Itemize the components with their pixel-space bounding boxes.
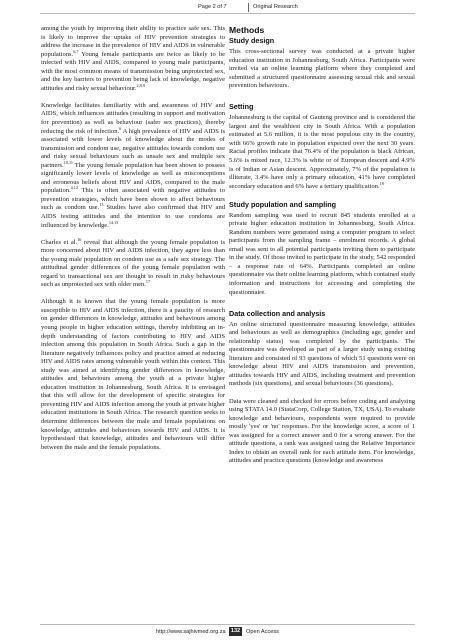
setting-heading: Setting xyxy=(229,102,254,112)
study-design-text: This cross-sectional survey was conducted at a private higher education institution in Johannesburg, South Africa. Participants were invited via an online learning platform where they completed and submitted a structured questionnaire assessing sexual risk and sexual prevention behaviours. xyxy=(229,48,415,90)
page-header xyxy=(0,0,453,16)
left-column xyxy=(41,25,225,461)
methods-heading: Methods xyxy=(229,25,265,35)
journal-url-link[interactable]: http://www.sajhivmed.org.za xyxy=(156,629,226,635)
page-footer xyxy=(0,624,453,640)
data-collection-heading: Data collection and analysis xyxy=(229,308,326,318)
intro-paragraph-2: Knowledge facilitates familiarity with and awareness of HIV and AIDS, which influences attitudes (resulting in support and motivation for prevention) as well as behaviour (safer sex practices), thereby reducing the risk of infection.$^6$ A high prevalence of HIV and AIDS is associated with lower levels of knowledge about the modes of transmission and condom use, negative attitudes towards condom use and risky sexual behaviours such as unsafe sex and multiple sex partners.$^{10,11}$ The young female population has been shown to possess significantly lower levels of knowledge as well as misconceptions and erroneous beliefs about HIV and AIDS, compared to the male population.$^{4,12}$ This is often associated with negative attitudes to prevention strategies, which have been shown to affect behaviours such as condom use.$^{13}$ Studies have also confirmed that HIV and AIDS testing attitudes and the intention to use condoms are influenced by knowledge.$^{14,15}$ xyxy=(41,101,225,229)
sampling-heading: Study population and sampling xyxy=(229,199,337,209)
open-access-label: Open Access xyxy=(246,629,279,635)
intro-paragraph-4: Although it is known that the young female population is more susceptible to HIV and AIDS infection, there is a paucity of research on gender differences in knowledge, attitudes and behaviours among young people in higher education settings, thereby inhibiting an in-depth understanding of factors contributing to HIV and AIDS infection among this population in South Africa. Such a gap in the literature negatively influences policy and practice aimed at reducing HIV and AIDS rates among vulnerable youth within this context. This study was aimed at identifying gender differences in knowledge, attitudes and behaviours among the youth at a private higher education institution in Johannesburg, South Africa. It is envisaged that this will allow for the development of specific strategies for preventing HIV and AIDS infection among the youth at private higher education institutions in South Africa. The research question seeks to determine differences between the male and female populations on knowledge, attitudes and behaviours towards HIV and AIDS. It is hypothesised that knowledge, attitudes and behaviours will differ between the male and the female populations. xyxy=(41,298,225,451)
article-section-label: Original Research xyxy=(253,4,298,10)
footer-page-badge: 132 xyxy=(230,628,241,634)
footer-rule xyxy=(40,624,415,625)
setting-text: Johannesburg is the capital of Gauteng province and is considered the largest and the wealthiest city in South Africa. With a population estimated at 5.6 million, it is the most populous city in the country, with 66% growth rate in population expected over the next 30 years. Racial profiles indicate that 76.4% of the population is black African, 5.6% is mixed race, 12.3% is white or of European descent and 4.9% is of Indian or Asian descent. Approximately, 7% of the population is illiterate, 3.4% have only a primary education, 41% have completed secondary education and 6% have a tertiary qualification.$^{18}$ xyxy=(229,114,415,190)
header-rule xyxy=(40,13,415,14)
data-collection-text-2: Data were cleaned and checked for errors before coding and analysing using STATA 14.0 (StataCorp, College Station, TX, USA). To evaluate knowledge and behaviours, respondents were required to provide mostly 'yes' or 'no' responses. For the knowledge score, a score of 1 was assigned for a correct answer and 0 for a wrong answer. For the attitude questions, a rank was assigned using the Relative Importance Index to obtain an overall rank for each attitude item. For knowledge, attitudes and practice questions (knowledge and awareness xyxy=(229,397,415,465)
intro-paragraph-3: Charles et al.$^{16}$ reveal that although the young female population is more concerned about HIV and AIDS infection, they agree less than the young male population on condom use as a safe sex strategy. The attitudinal gender differences of the young female population with regard to transactional sex are thought to result in risky behaviours such as unprotected sex with older men.$^{17}$ xyxy=(41,236,226,289)
study-design-heading: Study design xyxy=(229,36,275,45)
right-column xyxy=(229,25,415,474)
data-collection-text-1: An online structured questionnaire measuring knowledge, attitudes and behaviours as well as demographics (including age, gender and relationship status) was completed by the participants. The questionnaire was developed as part of a larger study using existing literature and consisted of 93 questions of which 51 questions were on knowledge about HIV and AIDS transmission and prevention, attitudes towards HIV and AIDS, including treatment and prevention methods (six questions), and sexual behaviours (36 questions). xyxy=(229,320,415,388)
page-number: Page 2 of 7 xyxy=(198,4,227,10)
sampling-text: Random sampling was used to recruit 845 students enrolled at a private higher education institution in Johannesburg, South Africa. Random numbers were generated using a computer program to select participants from the sampling frame – enrolment records. A global email was sent to all potential participants inviting them to participate in the study. Of those invited to participate in the study, 542 responded – a response rate of 64%. Participants completed an online questionnaire via their online learning platform, which contained study information and instructions for accessing and completing the questionnaire. xyxy=(229,211,415,296)
header-divider xyxy=(248,3,249,12)
intro-paragraph-1: among the youth by improving their ability to practice safe sex. This is likely to improve the uptake of HIV prevention strategies to address the increase in the prevalence of HIV and AIDS in vulnerable populations.$^{6,7}$ Young female participants are twice as likely to be infected with HIV and AIDS, compared to young male participants, with the most common means of transmission being unprotected sex, and the key barriers to prevention being lack of knowledge, negative attitudes and risky sexual behaviour.$^{2,8,9}$ xyxy=(41,25,225,92)
